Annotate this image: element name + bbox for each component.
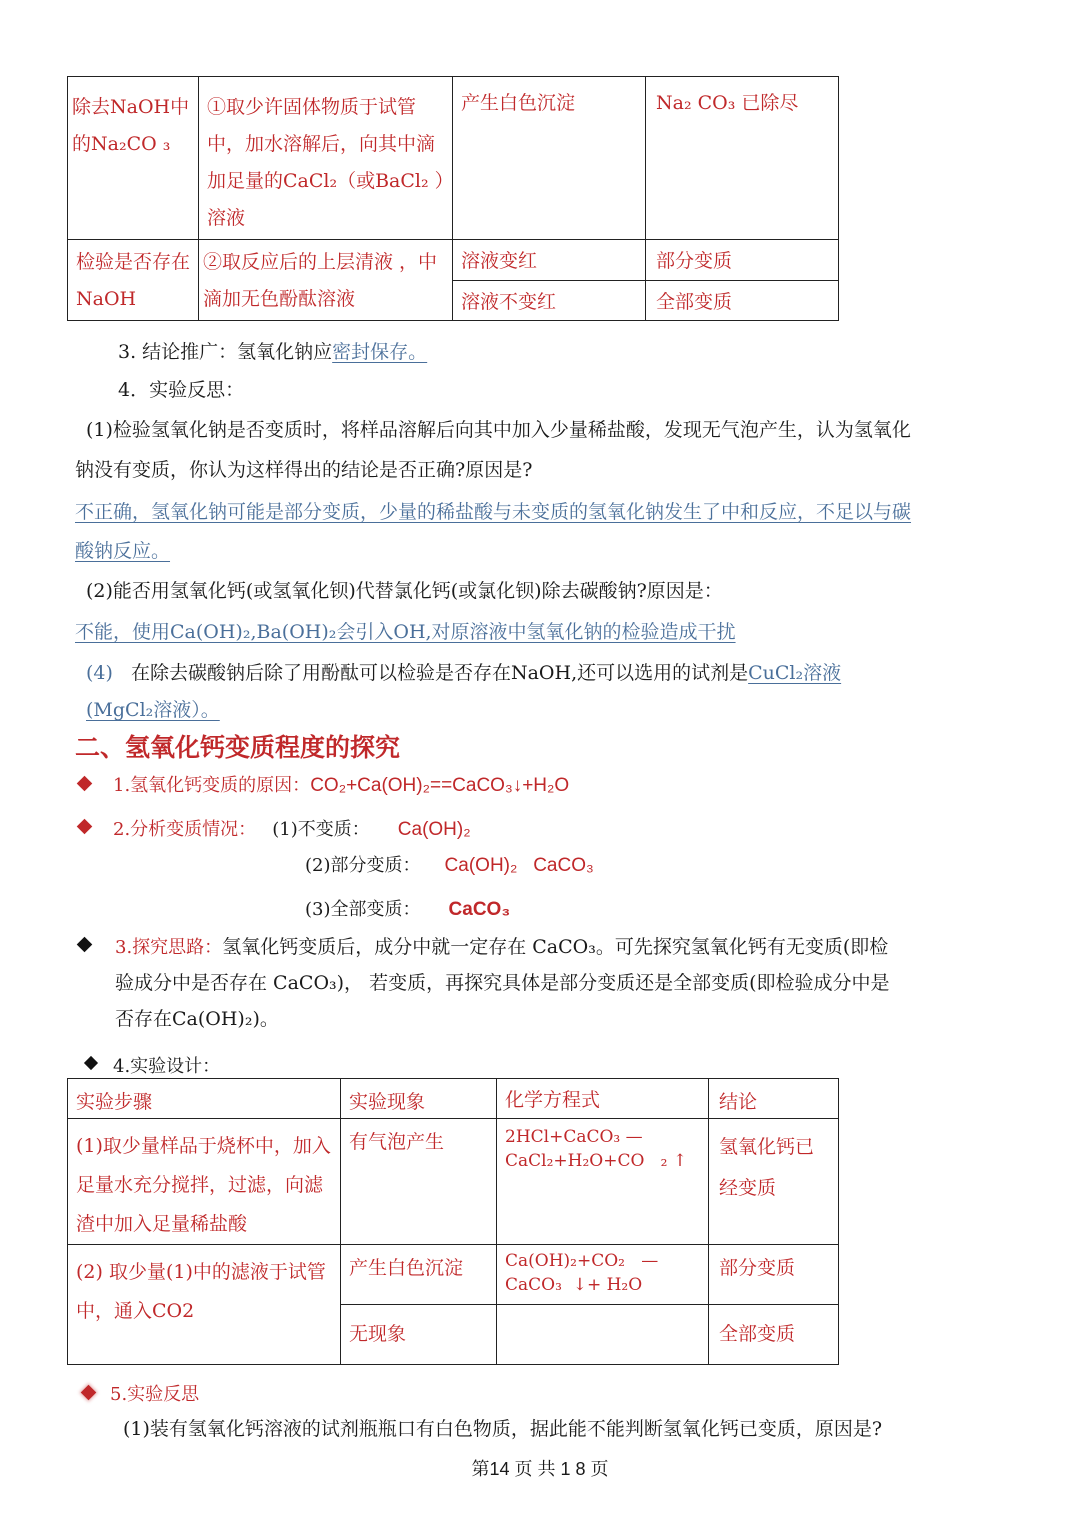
t2-row1-eq-cell (497, 1119, 709, 1245)
t1-row1-phenomenon: 产生白色沉淀 (461, 92, 576, 114)
q1-line1: (1)检验氢氧化钠是否变质时，将样品溶解后向其中加入少量稀盐酸，发现无气泡产生，认为氢氧化 (86, 419, 911, 441)
q1-answer-line2-wrap (75, 536, 196, 563)
t2-row1-concl: 氢氧化钙已经变质 (719, 1136, 815, 1199)
conclusion-answer: 密封保存。 (332, 341, 428, 363)
page-footer: 第14 页 共 1 8 页 (471, 1459, 609, 1479)
section2-p2-b (305, 851, 594, 877)
section2-p2 (113, 815, 471, 841)
t2-row2-concl-b-cell (709, 1305, 839, 1365)
p2-c-label: (3)全部变质： (305, 899, 421, 920)
q1-answer-line1: 不正确，氢氧化钠可能是部分变质，少量的稀盐酸与未变质的氢氧化钠发生了中和反应，不足以与碳 (75, 501, 912, 523)
p3-line1: 氢氧化钙变质后，成分中就一定存在 CaCO₃。可先探究氢氧化钙有无变质(即检 (222, 936, 889, 958)
t1-row1-steps: ①取少许固体物质于试管中，加水溶解后，向其中滴加足量的CaCl₂（或BaCl₂ ）溶液 (207, 96, 445, 229)
bullet-diamond-icon (81, 1385, 97, 1401)
t2-row2-concl-a: 部分变质 (719, 1257, 796, 1279)
bullet-diamond-icon (77, 937, 93, 953)
bullet-diamond-icon (84, 1056, 98, 1070)
t1-row2-phen-b: 溶液不变红 (461, 291, 557, 313)
p3-line2: 验成分中是否存在 CaCO₃)， 若变质，再探究具体是部分变质还是全部变质(即检验成分中是 (115, 972, 890, 994)
t2-row2-phen-b-cell (341, 1305, 497, 1365)
p2-label: 2.分析变质情况： (113, 819, 257, 840)
t1-row2-concl-a: 部分变质 (656, 250, 733, 272)
t1-row2-steps: ②取反应后的上层清液 ，中滴加无色酚酞溶液 (203, 251, 438, 310)
p1-equation: CO₂+Ca(OH)₂==CaCO₃↓+H₂O (310, 775, 570, 796)
t1-row1-conclusion: Na₂ CO₃ 已除尽 (656, 92, 799, 114)
t2-row1-step-cell (68, 1119, 341, 1245)
t2-row1-step: (1)取少量样品于烧杯中，加入足量水充分搅拌，过滤，向滤渣中加入足量稀盐酸 (76, 1135, 331, 1235)
q2-line: (2)能否用氢氧化钙(或氢氧化钡)代替氯化钙(或氯化钡)除去碳酸钠?原因是： (86, 580, 723, 602)
t2-row2-eq2: CaCO₃ ↓+ H₂O (505, 1275, 643, 1295)
t2-row2-eq-cell (497, 1245, 709, 1305)
reflection-5-title: 5.实验反思 (110, 1384, 200, 1405)
t1-row2-purpose: 检验是否存在NaOH (76, 251, 191, 310)
t2-row1-phen: 有气泡产生 (349, 1131, 445, 1153)
section2-p3-line1 (115, 932, 888, 959)
q4-answer2-wrap (86, 695, 220, 722)
t2-row1-eq1: 2HCl+CaCO₃ — (505, 1127, 643, 1147)
q1-answer-line2: 酸钠反应。 (75, 540, 171, 562)
q1-line2: 钠没有变质，你认为这样得出的结论是否正确?原因是? (75, 459, 533, 481)
experiment-table-2 (67, 1078, 839, 1365)
t2-header-eq: 化学方程式 (505, 1089, 601, 1111)
section-2-heading: 二、氢氧化钙变质程度的探究 (75, 733, 401, 762)
t1-purpose2-cell (68, 240, 199, 321)
q4-line (86, 658, 841, 685)
p3-line3: 否存在Ca(OH)₂)。 (115, 1008, 279, 1030)
t2-header-phen: 实验现象 (349, 1091, 426, 1113)
t1-purpose-cell (68, 77, 199, 240)
p2-c-value: CaCO₃ (448, 899, 511, 920)
q4-answer1: CuCl₂溶液 (748, 662, 842, 684)
t2-row2-phen-b: 无现象 (349, 1323, 407, 1345)
conclusion-lead: 3. 结论推广：氢氧化钠应 (118, 341, 333, 363)
p2-b-value: Ca(OH)₂ CaCO₃ (444, 855, 594, 876)
bullet-diamond-icon (77, 819, 93, 835)
bullet-diamond-icon (77, 776, 93, 792)
t2-row2-concl-b: 全部变质 (719, 1323, 796, 1345)
t1-row2-concl-b: 全部变质 (656, 291, 733, 313)
t1-steps-cell (199, 77, 453, 240)
p2-a-label: (1)不变质： (272, 819, 370, 840)
p4-label: 4.实验设计： (113, 1056, 221, 1077)
conclusion-extension (118, 337, 453, 364)
t2-header-cell (341, 1079, 497, 1119)
t2-row2-eq1: Ca(OH)₂+CO₂ — (505, 1251, 659, 1271)
t2-row2-phen-a-cell (341, 1245, 497, 1305)
reflection-4-title: 4．实验反思： (118, 379, 245, 401)
p1-label: 1.氢氧化钙变质的原因： (113, 775, 311, 796)
t2-row2-eq-empty-cell (497, 1305, 709, 1365)
t2-row2-step-cell (68, 1245, 341, 1365)
t2-row2-step: (2) 取少量(1)中的滤液于试管 中，通入CO2 (76, 1261, 326, 1322)
p2-a-value: Ca(OH)₂ (397, 819, 471, 840)
t2-header-concl: 结论 (719, 1091, 758, 1113)
experiment-table-1 (67, 76, 839, 321)
p2-b-label: (2)部分变质： (305, 855, 421, 876)
t1-steps2-cell (199, 240, 453, 321)
t1-row2-phen-a: 溶液变红 (461, 250, 538, 272)
q2-answer: 不能，使用Ca(OH)₂,Ba(OH)₂会引入OH,对原溶液中氢氧化钠的检验造成干扰 (75, 621, 736, 643)
t1-conclusion-cell (646, 77, 839, 240)
t2-row1-eq2: CaCl₂+H₂O+CO ₂ ↑ (505, 1151, 688, 1171)
t1-row1-purpose: 除去NaOH中的Na₂CO ₃ (72, 96, 190, 155)
t1-phenomenon-cell (453, 77, 646, 240)
t1-concl-b-cell (646, 281, 839, 321)
t2-header-cell (68, 1079, 341, 1119)
t2-header-cell (709, 1079, 839, 1119)
reflection-5-q1: (1)装有氢氧化钙溶液的试剂瓶瓶口有白色物质，据此能不能判断氢氧化钙已变质，原因是? (123, 1418, 883, 1440)
section2-p2-c (305, 895, 510, 921)
t2-row1-phen-cell (341, 1119, 497, 1245)
t2-row2-concl-a-cell (709, 1245, 839, 1305)
t2-row2-phen-a: 产生白色沉淀 (349, 1257, 464, 1279)
t1-concl-a-cell (646, 240, 839, 281)
p3-label: 3.探究思路： (115, 937, 223, 958)
q4-num: (4) (86, 662, 113, 684)
section2-p1 (113, 771, 569, 797)
t2-row1-concl-cell (709, 1119, 839, 1245)
q4-answer2: (MgCl₂溶液）。 (86, 699, 220, 721)
t2-header-cell (497, 1079, 709, 1119)
q4-text: 在除去碳酸钠后除了用酚酞可以检验是否存在NaOH,还可以选用的试剂是 (130, 662, 749, 684)
t1-phen-a-cell (453, 240, 646, 281)
t1-phen-b-cell (453, 281, 646, 321)
t2-header-step: 实验步骤 (76, 1091, 153, 1113)
